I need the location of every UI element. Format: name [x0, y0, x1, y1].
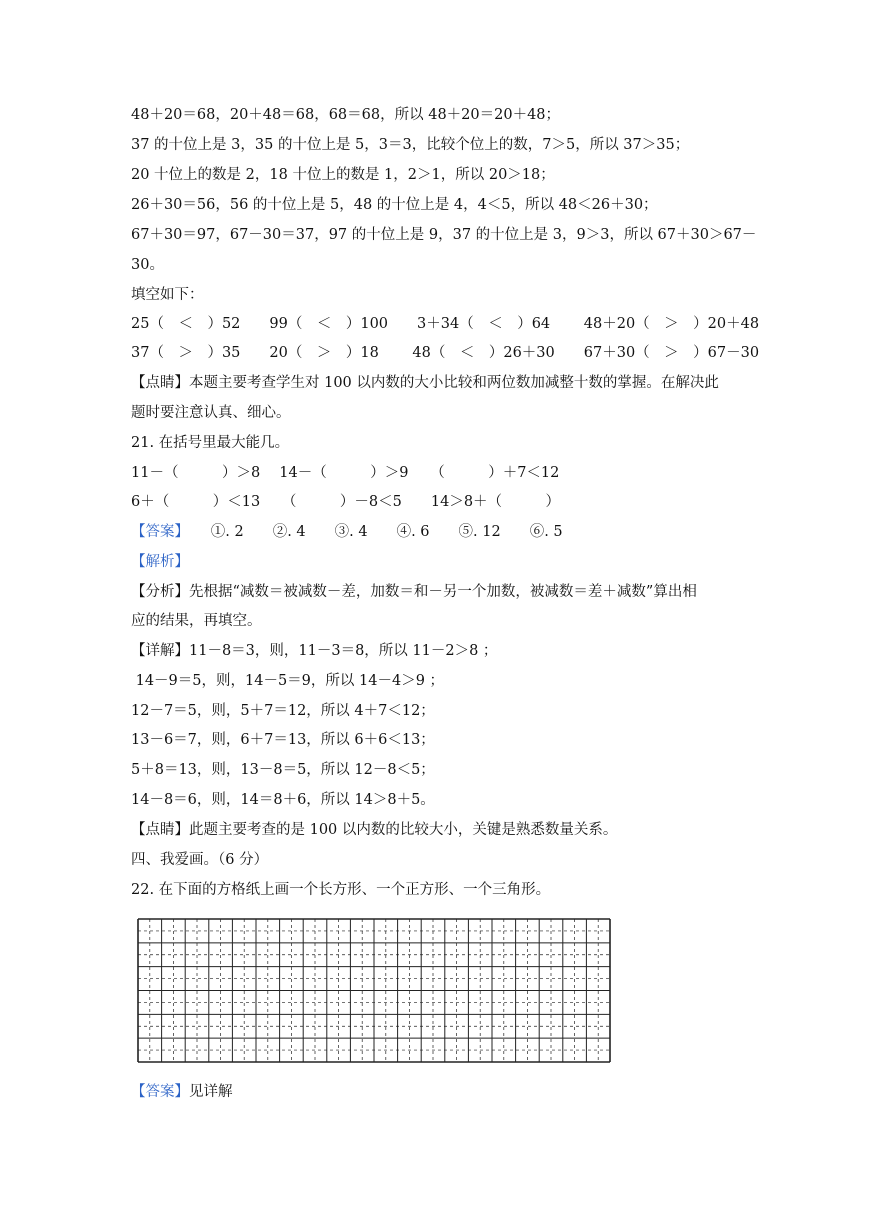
text-line: 30。 — [131, 257, 164, 273]
fill-in-answers-row: 37（ ＞ ）35 20（ ＞ ）18 48（ ＜ ）26＋30 67＋30（ ＞ ）67－30 — [131, 345, 760, 361]
question-title: 22. 在下面的方格纸上画一个长方形、一个正方形、一个三角形。 — [131, 882, 551, 898]
detail-line: 【详解】11－8＝3，则，11－3＝8，所以 11－2＞8 ； — [131, 643, 498, 659]
text-line: 26＋30＝56，56 的十位上是 5，48 的十位上是 4，4＜5，所以 48＜26＋30； — [131, 197, 658, 213]
detail-line: 5＋8＝13，则，13－8＝5，所以 12－8＜5； — [131, 762, 435, 778]
comment-line: 【点睛】本题主要考查学生对 100 以内数的大小比较和两位数加减整十数的掌握。在解决此 — [131, 375, 719, 391]
analysis-label: 【解析】 — [131, 554, 189, 570]
analysis-line: 应的结果，再填空。 — [131, 613, 262, 629]
text-line: 48＋20＝68，20＋48＝68，68＝68，所以 48＋20＝20＋48； — [131, 107, 561, 123]
text-line: 20 十位上的数是 2，18 十位上的数是 1，2＞1，所以 20＞18； — [131, 167, 555, 183]
detail-line: 13－6＝7，则，6＋7＝13，所以 6＋6＜13； — [131, 732, 435, 748]
answer-label: 【答案】 — [131, 524, 182, 540]
detail-line: 12－7＝5，则，5＋7＝12，所以 4＋7＜12； — [131, 703, 435, 719]
text-line: 37 的十位上是 3，35 的十位上是 5，3＝3，比较个位上的数，7＞5，所以 37＞35； — [131, 137, 690, 153]
section-heading: 四、我爱画。（6 分） — [131, 852, 269, 868]
text-line: 填空如下： — [131, 287, 204, 303]
detail-line: 14－8＝6，则，14＝8＋6，所以 14＞8＋5。 — [131, 792, 435, 808]
fill-in-answers-row: 25（ ＜ ）52 99（ ＜ ）100 3＋34（ ＜ ）64 48＋20（ ＞ ）20＋48 — [131, 316, 760, 332]
comment-line: 【点睛】此题主要考查的是 100 以内数的比较大小，关键是熟悉数量关系。 — [131, 822, 618, 838]
question-blanks-row: 11－（ ）＞8 14－（ ）＞9 （ ）＋7＜12 — [131, 465, 560, 481]
detail-line: 14－9＝5，则，14－5＝9，所以 14－4＞9 ； — [131, 673, 445, 689]
answer-line — [131, 1082, 233, 1102]
analysis-line: 【分析】先根据“减数＝被减数－差，加数＝和－另一个加数，被减数＝差＋减数”算出相 — [131, 584, 697, 600]
answer-values: ①. 2 ②. 4 ③. 4 ④. 6 ⑤. 12 ⑥. 5 — [181, 524, 563, 540]
comment-line: 题时要注意认真、细心。 — [131, 405, 291, 421]
answer-text: 见详解 — [189, 1084, 233, 1100]
answer-line — [131, 522, 563, 542]
question-blanks-row: 6＋（ ）＜13 （ ）－8＜5 14＞8＋（ ） — [131, 494, 561, 510]
answer-label: 【答案】 — [131, 1084, 189, 1100]
grid-paper — [137, 918, 611, 1063]
question-title: 21. 在括号里最大能几。 — [131, 435, 290, 451]
text-line: 67＋30＝97，67－30＝37，97 的十位上是 9，37 的十位上是 3，9＞3，所以 67＋30＞67－ — [131, 227, 757, 243]
